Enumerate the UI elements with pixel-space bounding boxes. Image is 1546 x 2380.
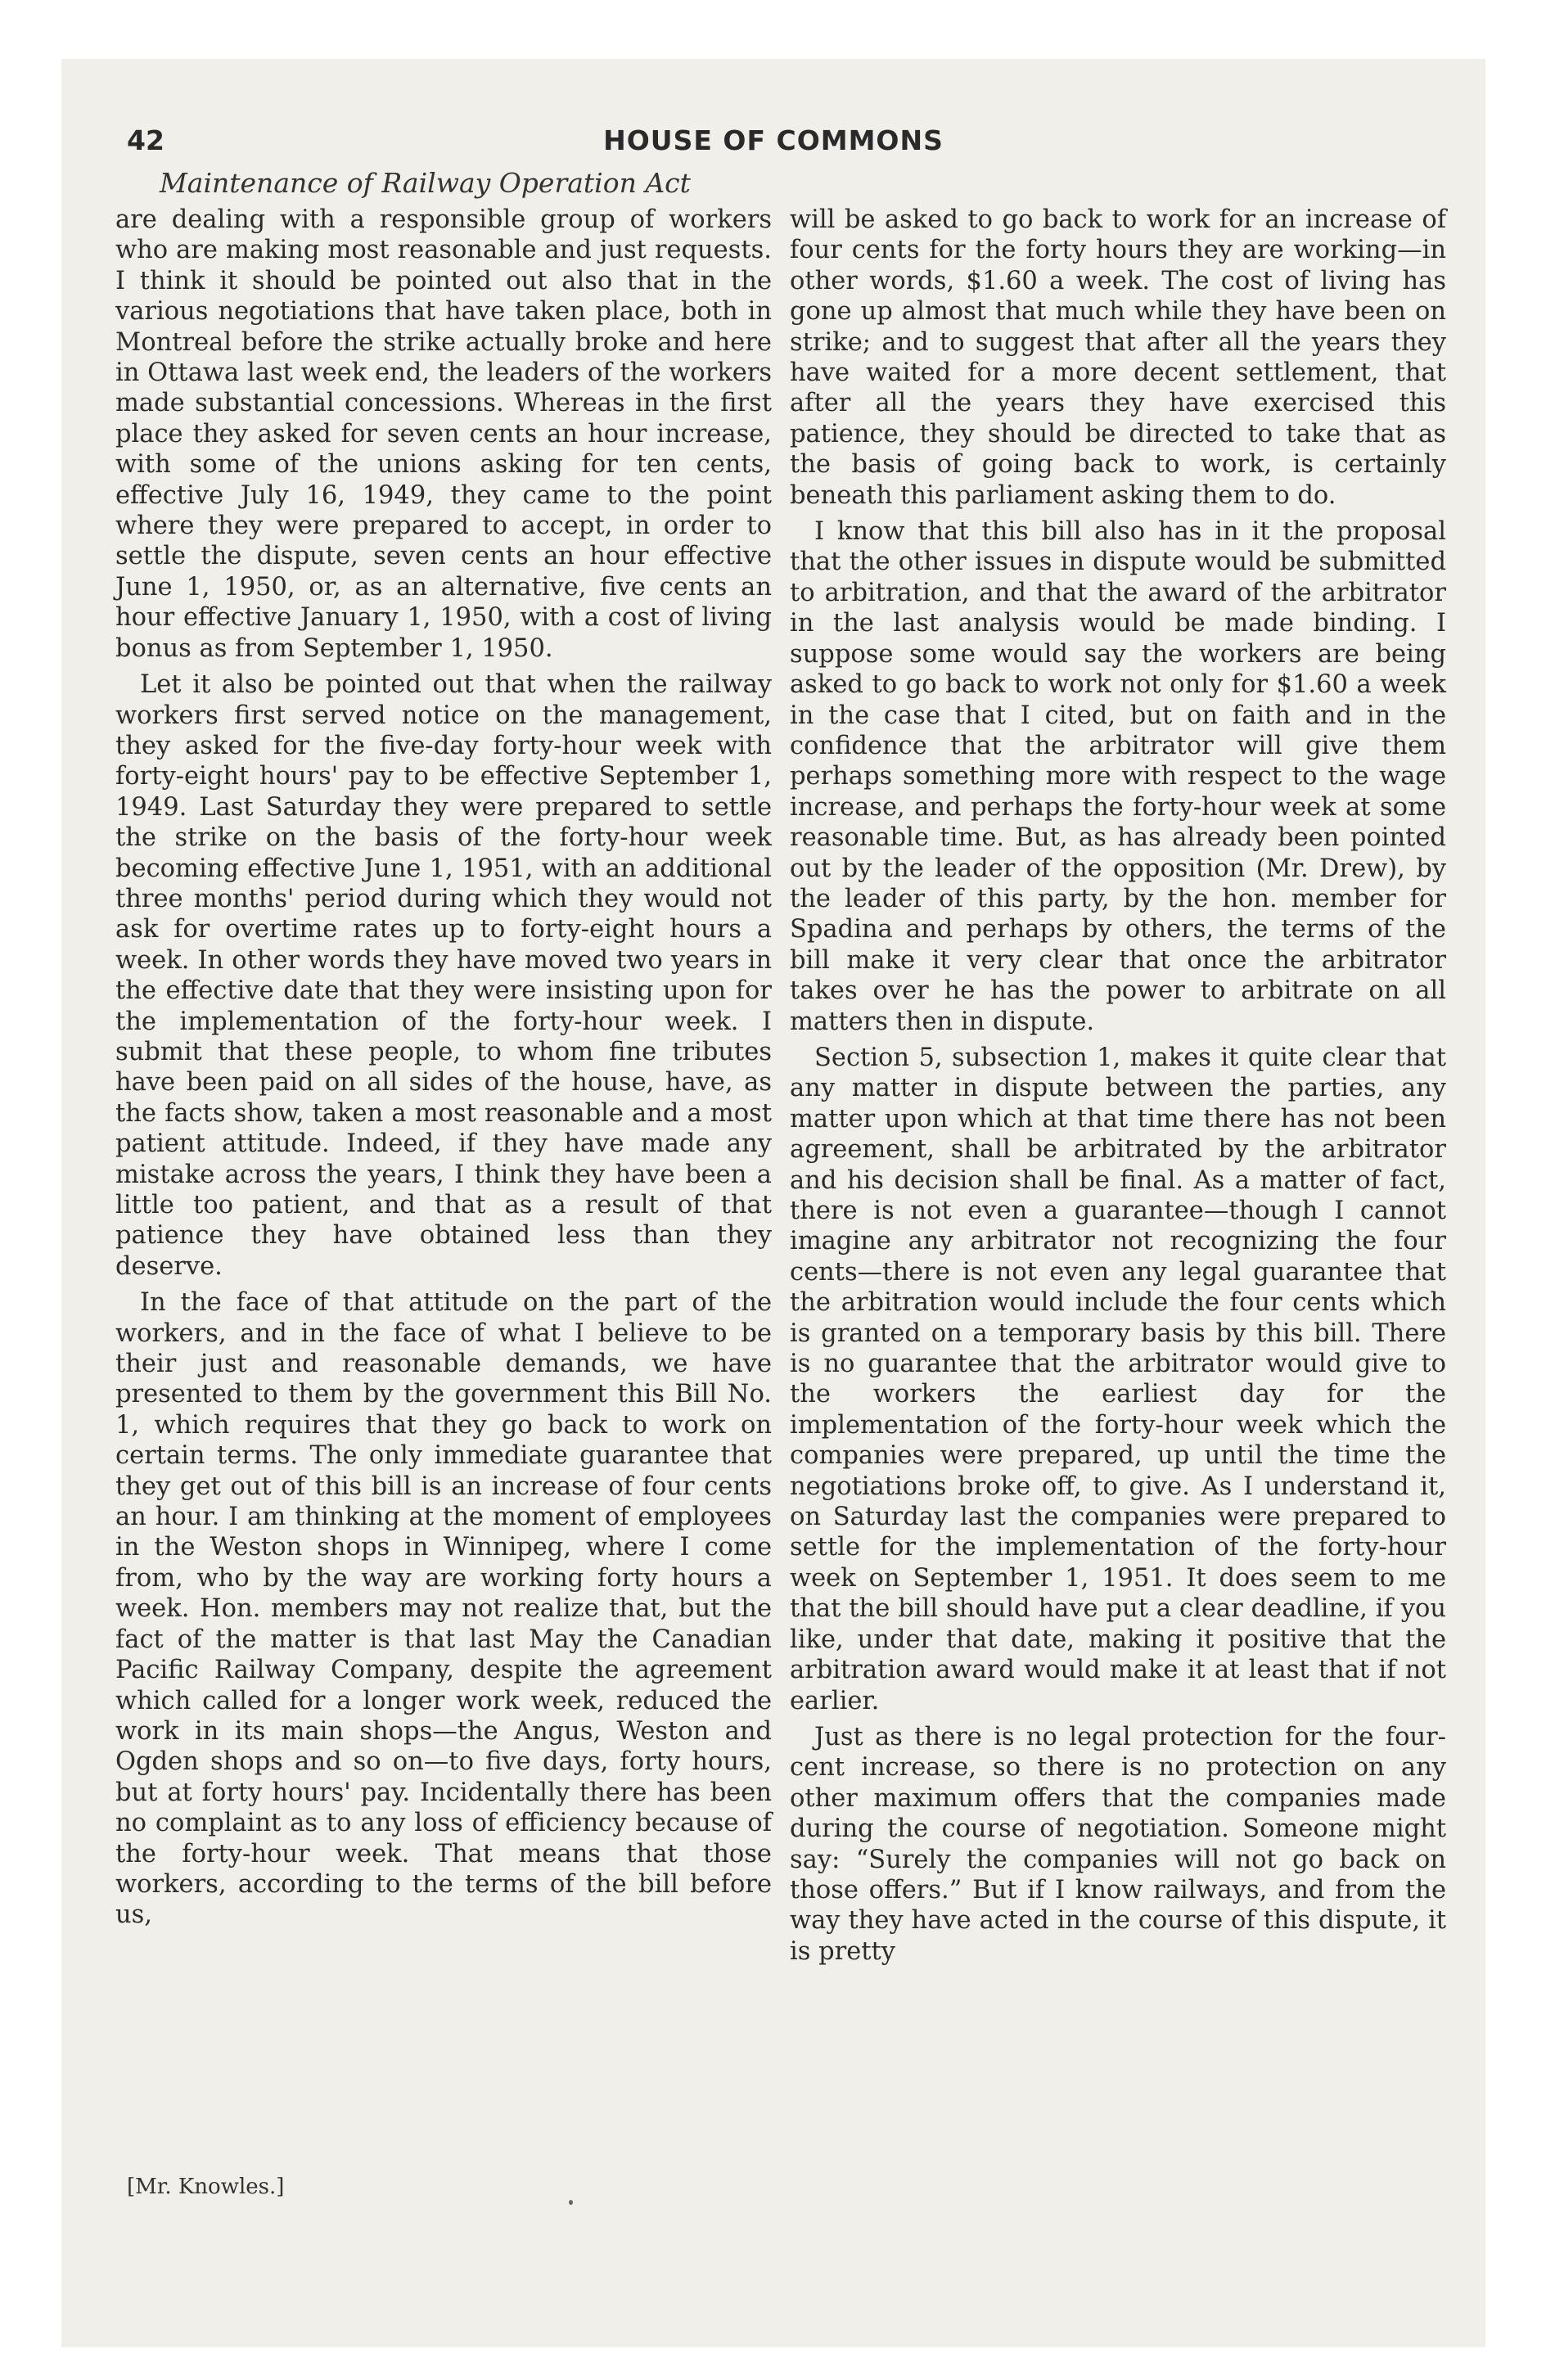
right-column: [790, 205, 1446, 1967]
paragraph: will be asked to go back to work for an increase of four cents for the forty hours they are working—in other words, $1.60 a week. The cost of living has gone up almost that much while they have been on strike; and to suggest that after all the years they have waited for a more decent settlement, that after all the years they have exercised this patience, they should be directed to take that as the basis of going back to work, is certainly beneath this parliament asking them to do.: [790, 205, 1446, 510]
ink-dot: [569, 2200, 573, 2205]
page-number: 42: [127, 124, 165, 156]
paragraph: are dealing with a responsible group of workers who are making most reasonable and just requests. I think it should be pointed out also that in the various negotiations that have taken place, both in Montreal before the strike actually broke and here in Ottawa last week end, the leaders of the workers made substantial concessions. Whereas in the first place they asked for seven cents an hour increase, with some of the unions asking for ten cents, effective July 16, 1949, they came to the point where they were prepared to accept, in order to settle the dispute, seven cents an hour effective June 1, 1950, or, as an alternative, five cents an hour effective January 1, 1950, with a cost of living bonus as from September 1, 1950.: [115, 205, 772, 663]
speaker-attribution: [Mr. Knowles.]: [127, 2175, 285, 2199]
paragraph: In the face of that attitude on the part of the workers, and in the face of what I believe to be their just and reasonable demands, we have presented to them by the government this Bill No. 1, which requires that they go back to work on certain terms. The only immediate guarantee that they get out of this bill is an increase of four cents an hour. I am thinking at the moment of employees in the Weston shops in Winnipeg, where I come from, who by the way are working forty hours a week. Hon. members may not realize that, but the fact of the matter is that last May the Canadian Pacific Railway Company, despite the agreement which called for a longer work week, reduced the work in its main shops—the Angus, Weston and Ogden shops and so on—to five days, forty hours, but at forty hours' pay. Incidentally there has been no complaint as to any loss of efficiency because of the forty-hour week. That means that those workers, according to the terms of the bill before us,: [115, 1288, 772, 1930]
page: [61, 59, 1485, 2347]
left-column: [115, 205, 772, 1931]
paragraph: Let it also be pointed out that when the railway workers first served notice on the management, they asked for the five-day forty-hour week with forty-eight hours' pay to be effective September 1, 1949. Last Saturday they were prepared to settle the strike on the basis of the forty-hour week becoming effective June 1, 1951, with an additional three months' period during which they would not ask for overtime rates up to forty-eight hours a week. In other words they have moved two years in the effective date that they were insisting upon for the implementation of the forty-hour week. I submit that these people, to whom fine tributes have been paid on all sides of the house, have, as the facts show, taken a most reasonable and a most patient attitude. Indeed, if they have made any mistake across the years, I think they have been a little too patient, and that as a result of that patience they have obtained less than they deserve.: [115, 670, 772, 1281]
paragraph: I know that this bill also has in it the proposal that the other issues in dispute would be submitted to arbitration, and that the award of the arbitrator in the last analysis would be made binding. I suppose some would say the workers are being asked to go back to work not only for $1.60 a week in the case that I cited, but on faith and in the confidence that the arbitrator will give them perhaps something more with respect to the wage increase, and perhaps the forty-hour week at some reasonable time. But, as has already been pointed out by the leader of the opposition (Mr. Drew), by the leader of this party, by the hon. member for Spadina and perhaps by others, the terms of the bill make it very clear that once the arbitrator takes over he has the power to arbitrate on all matters then in dispute.: [790, 517, 1446, 1036]
paragraph: Just as there is no legal protection for the four-cent increase, so there is no protection on any other maximum offers that the companies made during the course of negotiation. Someone might say: “Surely the companies will not go back on those offers.” But if I know railways, and from the way they have acted in the course of this dispute, it is pretty: [790, 1722, 1446, 1966]
paragraph: Section 5, subsection 1, makes it quite clear that any matter in dispute between the parties, any matter upon which at that time there has not been agreement, shall be arbitrated by the arbitrator and his decision shall be final. As a matter of fact, there is not even a guarantee—though I cannot imagine any arbitrator not recognizing the four cents—there is not even any legal guarantee that the arbitration would include the four cents which is granted on a temporary basis by this bill. There is no guarantee that the arbitrator would give to the workers the earliest day for the implementation of the forty-hour week which the companies were prepared, up until the time the negotiations broke off, to give. As I understand it, on Saturday last the companies were prepared to settle for the implementation of the forty-hour week on September 1, 1951. It does seem to me that the bill should have put a clear deadline, if you like, under that date, making it positive that the arbitration award would make it at least that if not earlier.: [790, 1043, 1446, 1715]
act-title: Maintenance of Railway Operation Act: [160, 167, 691, 199]
running-head: HOUSE OF COMMONS: [603, 124, 944, 156]
